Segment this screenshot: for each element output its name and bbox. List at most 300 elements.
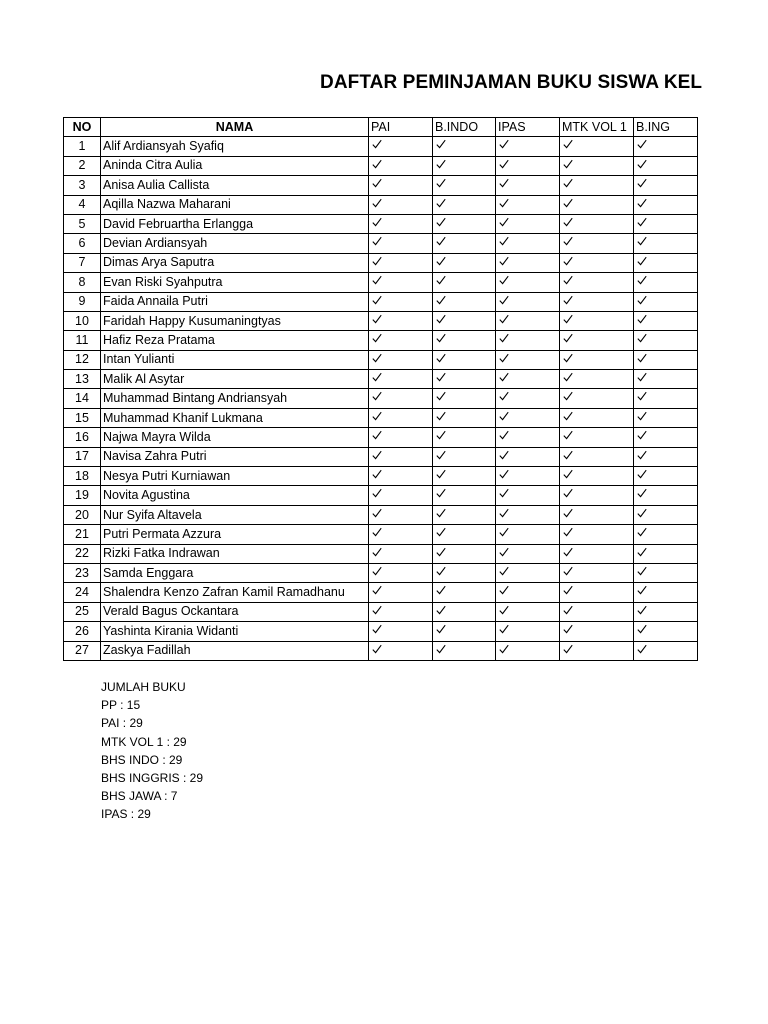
cell-ipas	[496, 544, 560, 563]
check-icon	[372, 547, 382, 557]
cell-pai	[369, 195, 433, 214]
cell-bindo	[433, 389, 496, 408]
check-icon	[563, 488, 573, 498]
check-icon	[563, 547, 573, 557]
cell-ipas	[496, 525, 560, 544]
check-icon	[372, 353, 382, 363]
cell-pai	[369, 525, 433, 544]
row-number: 15	[64, 408, 101, 427]
check-icon	[563, 139, 573, 149]
cell-bindo	[433, 505, 496, 524]
check-icon	[637, 275, 647, 285]
check-icon	[436, 585, 446, 595]
table-row	[64, 137, 698, 156]
row-number: 27	[64, 641, 101, 660]
cell-ipas	[496, 350, 560, 369]
check-icon	[499, 353, 509, 363]
cell-bindo	[433, 292, 496, 311]
cell-bindo	[433, 156, 496, 175]
cell-bing	[634, 486, 698, 505]
cell-ipas	[496, 195, 560, 214]
cell-bing	[634, 583, 698, 602]
summary-line-bhs-jawa: BHS JAWA : 7	[101, 789, 178, 804]
row-number: 1	[64, 137, 101, 156]
check-icon	[637, 139, 647, 149]
check-icon	[372, 333, 382, 343]
student-name: Nesya Putri Kurniawan	[101, 467, 369, 486]
cell-bing	[634, 156, 698, 175]
check-icon	[372, 624, 382, 634]
table-row	[64, 467, 698, 486]
check-icon	[563, 566, 573, 576]
header-bing: B.ING	[634, 118, 698, 137]
check-icon	[372, 566, 382, 576]
row-number: 19	[64, 486, 101, 505]
table-row	[64, 273, 698, 292]
student-name: Navisa Zahra Putri	[101, 447, 369, 466]
check-icon	[563, 178, 573, 188]
student-name: Intan Yulianti	[101, 350, 369, 369]
table-row	[64, 602, 698, 621]
row-number: 25	[64, 602, 101, 621]
check-icon	[436, 644, 446, 654]
check-icon	[372, 217, 382, 227]
student-name: Yashinta Kirania Widanti	[101, 622, 369, 641]
header-ipas: IPAS	[496, 118, 560, 137]
cell-bindo	[433, 486, 496, 505]
row-number: 9	[64, 292, 101, 311]
check-icon	[637, 566, 647, 576]
row-number: 14	[64, 389, 101, 408]
check-icon	[637, 624, 647, 634]
cell-bindo	[433, 176, 496, 195]
cell-bindo	[433, 137, 496, 156]
student-name: Najwa Mayra Wilda	[101, 428, 369, 447]
check-icon	[372, 450, 382, 460]
check-icon	[372, 527, 382, 537]
check-icon	[372, 644, 382, 654]
cell-pai	[369, 428, 433, 447]
cell-mtk-vol-1	[560, 641, 634, 660]
table-row	[64, 544, 698, 563]
cell-bindo	[433, 583, 496, 602]
check-icon	[436, 547, 446, 557]
summary-heading: JUMLAH BUKU	[101, 680, 186, 694]
cell-pai	[369, 602, 433, 621]
check-icon	[637, 488, 647, 498]
cell-ipas	[496, 273, 560, 292]
cell-pai	[369, 544, 433, 563]
check-icon	[499, 217, 509, 227]
check-icon	[563, 353, 573, 363]
check-icon	[637, 178, 647, 188]
cell-pai	[369, 622, 433, 641]
cell-bing	[634, 176, 698, 195]
check-icon	[499, 178, 509, 188]
cell-ipas	[496, 137, 560, 156]
cell-ipas	[496, 389, 560, 408]
cell-ipas	[496, 292, 560, 311]
cell-ipas	[496, 408, 560, 427]
check-icon	[637, 198, 647, 208]
cell-bindo	[433, 641, 496, 660]
check-icon	[372, 236, 382, 246]
cell-bindo	[433, 408, 496, 427]
check-icon	[436, 624, 446, 634]
row-number: 2	[64, 156, 101, 175]
cell-pai	[369, 273, 433, 292]
cell-bing	[634, 467, 698, 486]
student-name: Nur Syifa Altavela	[101, 505, 369, 524]
check-icon	[436, 605, 446, 615]
row-number: 5	[64, 214, 101, 233]
cell-pai	[369, 447, 433, 466]
cell-pai	[369, 176, 433, 195]
check-icon	[499, 275, 509, 285]
cell-mtk-vol-1	[560, 176, 634, 195]
page-title: DAFTAR PEMINJAMAN BUKU SISWA KEL	[320, 72, 703, 93]
check-icon	[372, 198, 382, 208]
cell-bing	[634, 253, 698, 272]
student-name: Alif Ardiansyah Syafiq	[101, 137, 369, 156]
cell-pai	[369, 505, 433, 524]
header-pai: PAI	[369, 118, 433, 137]
student-name: Faida Annaila Putri	[101, 292, 369, 311]
cell-bing	[634, 195, 698, 214]
row-number: 13	[64, 370, 101, 389]
loan-table	[63, 117, 698, 661]
cell-bindo	[433, 234, 496, 253]
cell-bindo	[433, 525, 496, 544]
cell-mtk-vol-1	[560, 544, 634, 563]
cell-ipas	[496, 214, 560, 233]
cell-pai	[369, 311, 433, 330]
summary-line-pai: PAI : 29	[101, 716, 143, 731]
row-number: 11	[64, 331, 101, 350]
check-icon	[637, 159, 647, 169]
cell-pai	[369, 253, 433, 272]
check-icon	[372, 430, 382, 440]
check-icon	[499, 547, 509, 557]
check-icon	[372, 372, 382, 382]
table-row	[64, 253, 698, 272]
cell-ipas	[496, 370, 560, 389]
check-icon	[563, 295, 573, 305]
cell-ipas	[496, 467, 560, 486]
check-icon	[372, 178, 382, 188]
cell-bindo	[433, 428, 496, 447]
table-row	[64, 525, 698, 544]
cell-mtk-vol-1	[560, 622, 634, 641]
cell-pai	[369, 389, 433, 408]
cell-ipas	[496, 505, 560, 524]
student-name: Malik Al Asytar	[101, 370, 369, 389]
table-row	[64, 408, 698, 427]
check-icon	[436, 198, 446, 208]
cell-mtk-vol-1	[560, 137, 634, 156]
cell-mtk-vol-1	[560, 486, 634, 505]
cell-ipas	[496, 486, 560, 505]
student-name: Devian Ardiansyah	[101, 234, 369, 253]
row-number: 21	[64, 525, 101, 544]
check-icon	[563, 372, 573, 382]
check-icon	[563, 450, 573, 460]
row-number: 7	[64, 253, 101, 272]
row-number: 18	[64, 467, 101, 486]
cell-ipas	[496, 622, 560, 641]
cell-bing	[634, 428, 698, 447]
row-number: 17	[64, 447, 101, 466]
cell-bindo	[433, 370, 496, 389]
student-name: Faridah Happy Kusumaningtyas	[101, 311, 369, 330]
check-icon	[436, 566, 446, 576]
cell-mtk-vol-1	[560, 253, 634, 272]
check-icon	[563, 275, 573, 285]
cell-bing	[634, 273, 698, 292]
cell-pai	[369, 467, 433, 486]
check-icon	[563, 256, 573, 266]
row-number: 8	[64, 273, 101, 292]
check-icon	[436, 178, 446, 188]
check-icon	[499, 488, 509, 498]
student-name: Hafiz Reza Pratama	[101, 331, 369, 350]
cell-ipas	[496, 447, 560, 466]
cell-bindo	[433, 214, 496, 233]
cell-bing	[634, 292, 698, 311]
cell-bindo	[433, 563, 496, 582]
student-name: Zaskya Fadillah	[101, 641, 369, 660]
check-icon	[563, 430, 573, 440]
cell-pai	[369, 234, 433, 253]
row-number: 3	[64, 176, 101, 195]
cell-pai	[369, 641, 433, 660]
check-icon	[563, 585, 573, 595]
check-icon	[637, 644, 647, 654]
table-row	[64, 370, 698, 389]
cell-bindo	[433, 253, 496, 272]
table-row	[64, 583, 698, 602]
cell-mtk-vol-1	[560, 428, 634, 447]
check-icon	[563, 644, 573, 654]
check-icon	[637, 508, 647, 518]
check-icon	[499, 159, 509, 169]
check-icon	[436, 314, 446, 324]
check-icon	[499, 391, 509, 401]
check-icon	[563, 236, 573, 246]
check-icon	[372, 605, 382, 615]
cell-mtk-vol-1	[560, 292, 634, 311]
cell-ipas	[496, 428, 560, 447]
summary-line-ipas: IPAS : 29	[101, 807, 151, 822]
check-icon	[436, 236, 446, 246]
table-header-row	[64, 118, 698, 137]
check-icon	[637, 314, 647, 324]
check-icon	[436, 275, 446, 285]
header-bindo: B.INDO	[433, 118, 496, 137]
cell-bindo	[433, 331, 496, 350]
cell-mtk-vol-1	[560, 389, 634, 408]
check-icon	[499, 624, 509, 634]
table-row	[64, 156, 698, 175]
student-name: Aninda Citra Aulia	[101, 156, 369, 175]
header-nama: NAMA	[101, 118, 369, 137]
check-icon	[637, 236, 647, 246]
check-icon	[499, 605, 509, 615]
cell-ipas	[496, 176, 560, 195]
cell-bindo	[433, 622, 496, 641]
row-number: 12	[64, 350, 101, 369]
table-body	[64, 137, 698, 661]
check-icon	[563, 333, 573, 343]
check-icon	[563, 508, 573, 518]
cell-mtk-vol-1	[560, 331, 634, 350]
cell-pai	[369, 370, 433, 389]
check-icon	[499, 139, 509, 149]
row-number: 4	[64, 195, 101, 214]
check-icon	[499, 644, 509, 654]
check-icon	[637, 295, 647, 305]
row-number: 16	[64, 428, 101, 447]
cell-pai	[369, 156, 433, 175]
check-icon	[563, 411, 573, 421]
cell-pai	[369, 350, 433, 369]
check-icon	[436, 333, 446, 343]
check-icon	[563, 198, 573, 208]
cell-bing	[634, 234, 698, 253]
cell-bindo	[433, 447, 496, 466]
cell-bing	[634, 350, 698, 369]
cell-ipas	[496, 583, 560, 602]
cell-bindo	[433, 467, 496, 486]
check-icon	[499, 372, 509, 382]
cell-ipas	[496, 234, 560, 253]
cell-bing	[634, 214, 698, 233]
table-row	[64, 176, 698, 195]
row-number: 6	[64, 234, 101, 253]
check-icon	[499, 527, 509, 537]
table-row	[64, 389, 698, 408]
cell-bing	[634, 137, 698, 156]
cell-pai	[369, 486, 433, 505]
cell-pai	[369, 583, 433, 602]
check-icon	[436, 488, 446, 498]
check-icon	[637, 430, 647, 440]
check-icon	[563, 527, 573, 537]
check-icon	[372, 508, 382, 518]
cell-pai	[369, 214, 433, 233]
cell-ipas	[496, 253, 560, 272]
table-row	[64, 622, 698, 641]
cell-mtk-vol-1	[560, 234, 634, 253]
check-icon	[499, 508, 509, 518]
table-row	[64, 350, 698, 369]
cell-mtk-vol-1	[560, 214, 634, 233]
cell-ipas	[496, 311, 560, 330]
cell-ipas	[496, 156, 560, 175]
check-icon	[372, 314, 382, 324]
check-icon	[436, 159, 446, 169]
check-icon	[499, 566, 509, 576]
cell-pai	[369, 292, 433, 311]
cell-bing	[634, 544, 698, 563]
check-icon	[499, 256, 509, 266]
cell-bindo	[433, 350, 496, 369]
student-name: Aqilla Nazwa Maharani	[101, 195, 369, 214]
student-name: Novita Agustina	[101, 486, 369, 505]
check-icon	[499, 469, 509, 479]
cell-bindo	[433, 311, 496, 330]
student-name: Verald Bagus Ockantara	[101, 602, 369, 621]
cell-mtk-vol-1	[560, 311, 634, 330]
check-icon	[436, 450, 446, 460]
student-name: Dimas Arya Saputra	[101, 253, 369, 272]
check-icon	[499, 198, 509, 208]
table-row	[64, 486, 698, 505]
check-icon	[637, 585, 647, 595]
cell-pai	[369, 137, 433, 156]
check-icon	[436, 527, 446, 537]
table-row	[64, 641, 698, 660]
cell-bing	[634, 331, 698, 350]
header-mtk-vol-1: MTK VOL 1	[560, 118, 634, 137]
cell-bing	[634, 505, 698, 524]
check-icon	[637, 333, 647, 343]
row-number: 23	[64, 563, 101, 582]
check-icon	[436, 139, 446, 149]
cell-mtk-vol-1	[560, 408, 634, 427]
student-name: Muhammad Khanif Lukmana	[101, 408, 369, 427]
check-icon	[372, 256, 382, 266]
table-row	[64, 292, 698, 311]
check-icon	[372, 411, 382, 421]
table-row	[64, 214, 698, 233]
check-icon	[436, 295, 446, 305]
check-icon	[372, 469, 382, 479]
cell-bindo	[433, 195, 496, 214]
check-icon	[372, 295, 382, 305]
check-icon	[372, 139, 382, 149]
check-icon	[436, 217, 446, 227]
table-row	[64, 428, 698, 447]
cell-pai	[369, 331, 433, 350]
cell-mtk-vol-1	[560, 563, 634, 582]
summary-line-bhs-inggris: BHS INGGRIS : 29	[101, 771, 204, 786]
cell-mtk-vol-1	[560, 583, 634, 602]
row-number: 24	[64, 583, 101, 602]
student-name: Anisa Aulia Callista	[101, 176, 369, 195]
row-number: 20	[64, 505, 101, 524]
cell-pai	[369, 563, 433, 582]
check-icon	[499, 411, 509, 421]
cell-mtk-vol-1	[560, 273, 634, 292]
cell-mtk-vol-1	[560, 195, 634, 214]
check-icon	[637, 391, 647, 401]
cell-bing	[634, 447, 698, 466]
check-icon	[637, 469, 647, 479]
student-name: Rizki Fatka Indrawan	[101, 544, 369, 563]
cell-bing	[634, 311, 698, 330]
table-row	[64, 311, 698, 330]
table-row	[64, 331, 698, 350]
check-icon	[372, 488, 382, 498]
cell-mtk-vol-1	[560, 156, 634, 175]
check-icon	[436, 391, 446, 401]
check-icon	[637, 256, 647, 266]
student-name: Samda Enggara	[101, 563, 369, 582]
cell-bing	[634, 641, 698, 660]
check-icon	[499, 236, 509, 246]
check-icon	[563, 605, 573, 615]
